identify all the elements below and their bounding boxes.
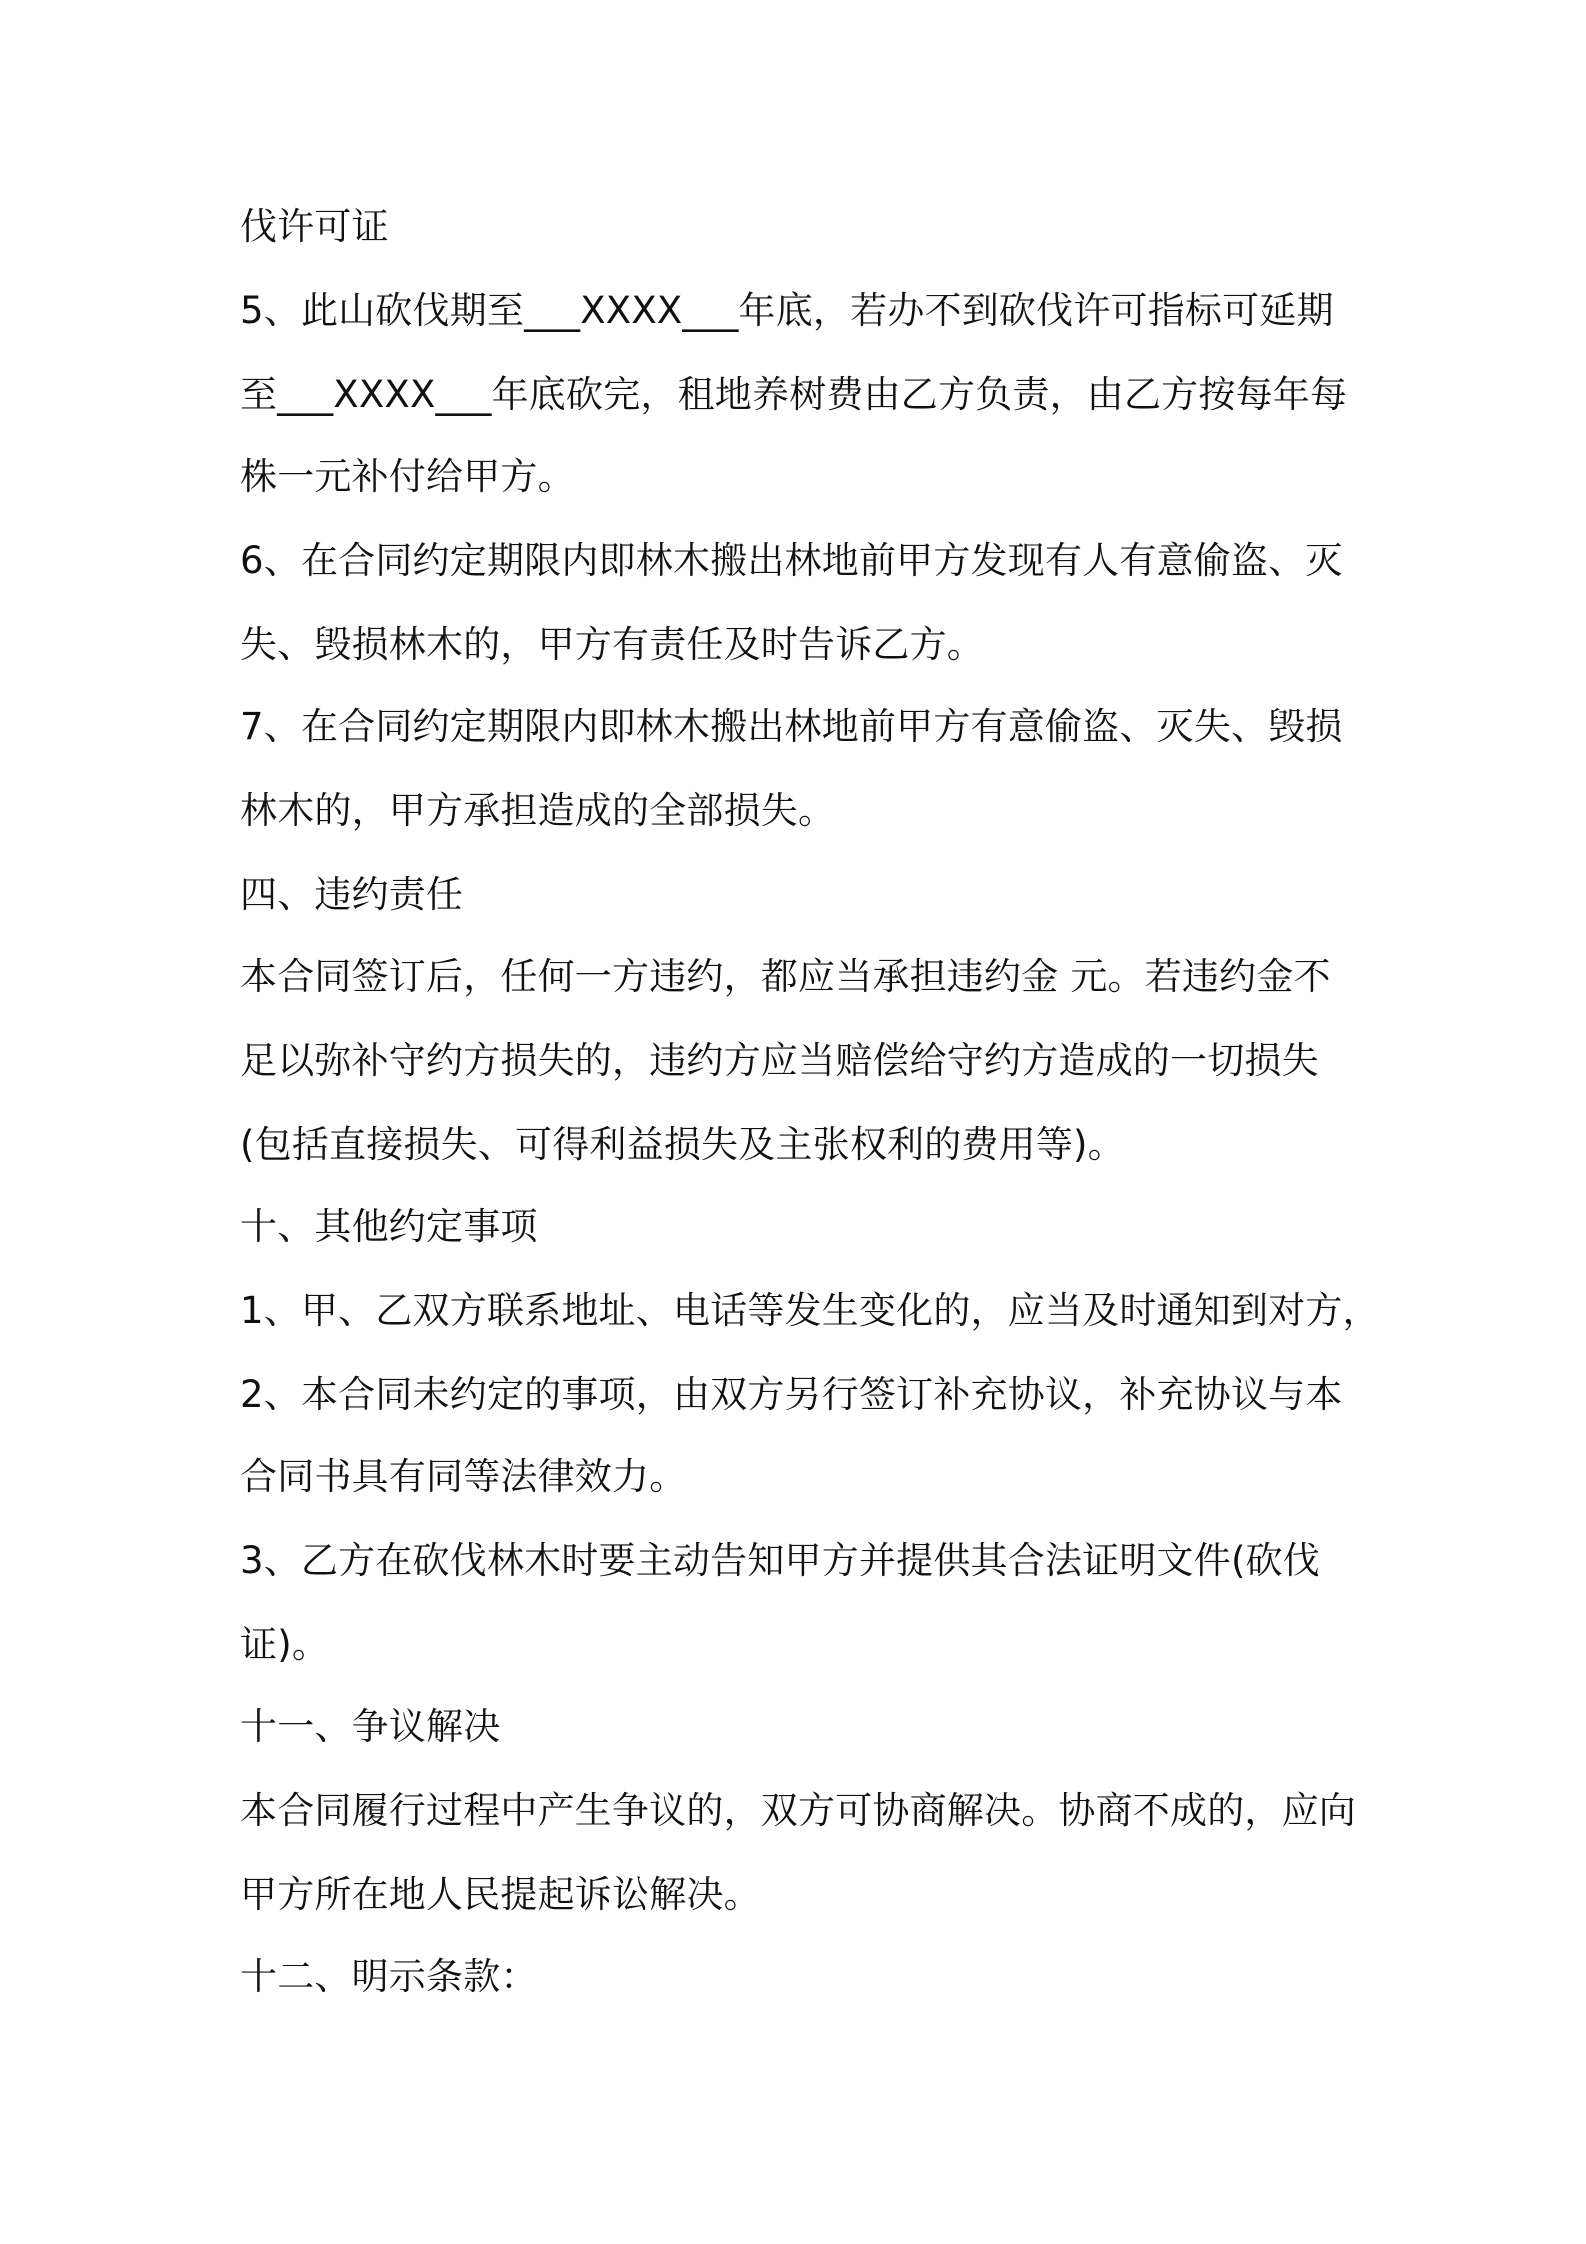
text-line: 本合同签订后，任何一方违约，都应当承担违约金 元。若违约金不 (240, 955, 1331, 998)
text-line: 林木的，甲方承担造成的全部损失。 (240, 789, 836, 832)
section-heading: 十、其他约定事项 (240, 1205, 538, 1248)
text-line: 6、在合同约定期限内即林木搬出林地前甲方发现有人有意偷盗、灭 (240, 539, 1343, 582)
text-line: 失、毁损林木的，甲方有责任及时告诉乙方。 (240, 623, 984, 666)
text-line: 株一元补付给甲方。 (240, 455, 575, 498)
text-line: 合同书具有同等法律效力。 (240, 1455, 687, 1498)
section-heading: 十二、明示条款： (240, 1955, 538, 1998)
text-line: 5、此山砍伐期至___XXXX___年底，若办不到砍伐许可指标可延期 (240, 289, 1334, 332)
text-line: 足以弥补守约方损失的，违约方应当赔偿给守约方造成的一切损失 (240, 1039, 1319, 1082)
text-line: 证)。 (240, 1623, 330, 1666)
section-heading: 十一、争议解决 (240, 1705, 501, 1748)
text-line: (包括直接损失、可得利益损失及主张权利的费用等)。 (240, 1123, 1125, 1166)
text-line: 甲方所在地人民提起诉讼解决。 (240, 1873, 761, 1916)
text-line: 本合同履行过程中产生争议的，双方可协商解决。协商不成的，应向 (240, 1789, 1356, 1832)
text-line: 2、本合同未约定的事项，由双方另行签订补充协议，补充协议与本 (240, 1373, 1343, 1416)
text-line: 7、在合同约定期限内即林木搬出林地前甲方有意偷盗、灭失、毁损 (240, 705, 1343, 748)
section-heading: 四、违约责任 (240, 873, 464, 916)
text-line: 1、甲、乙双方联系地址、电话等发生变化的，应当及时通知到对方， (240, 1289, 1380, 1332)
text-line: 至___XXXX___年底砍完，租地养树费由乙方负责，由乙方按每年每 (240, 373, 1348, 416)
text-line: 3、乙方在砍伐林木时要主动告知甲方并提供其合法证明文件(砍伐 (240, 1539, 1320, 1582)
text-line: 伐许可证 (240, 205, 389, 248)
